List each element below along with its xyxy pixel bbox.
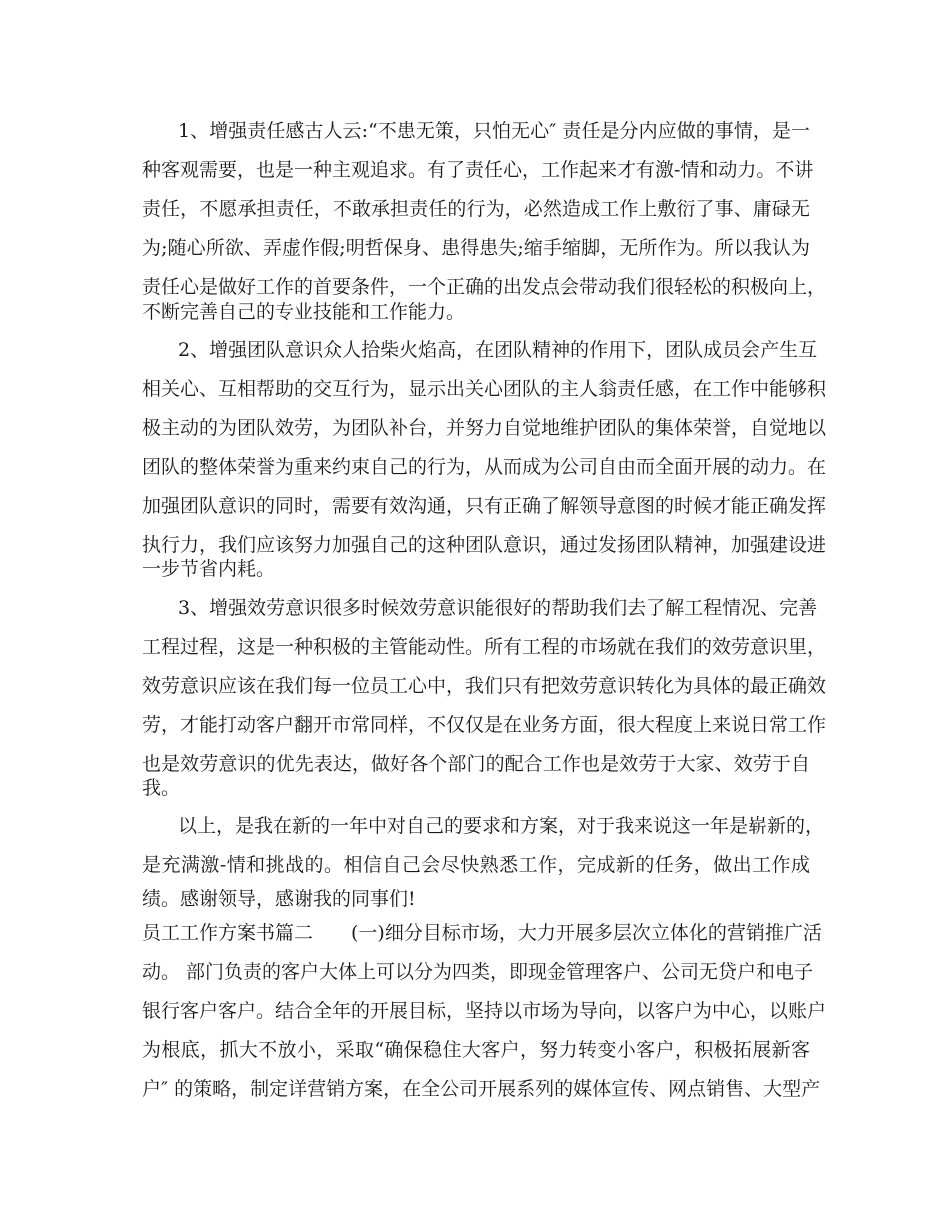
paragraph-5-line-2: 动。 部门负责的客户大体上可以分为四类，即现金管理客户、公司无贷户和电子 bbox=[142, 961, 814, 983]
paragraph-2-line-3: 极主动的为团队效劳，为团队补台，并努力自觉地维护团队的集体荣誉，自觉地以 bbox=[142, 417, 827, 439]
paragraph-1-line-1: 1、增强责任感古人云:“不患无策，只怕无心″ 责任是分内应做的事情，是一 bbox=[178, 120, 810, 142]
paragraph-2-line-7: 一步节省内耗。 bbox=[142, 558, 276, 580]
paragraph-3-line-6: 我。 bbox=[142, 777, 181, 799]
paragraph-4-line-2: 是充满激-情和挑战的。相信自己会尽快熟悉工作，完成新的任务，做出工作成 bbox=[142, 854, 810, 876]
paragraph-2-line-1: 2、增强团队意识众人拾柴火焰高，在团队精神的作用下，团队成员会产生互 bbox=[178, 339, 818, 361]
paragraph-3-line-1: 3、增强效劳意识很多时候效劳意识能很好的帮助我们去了解工程情况、完善 bbox=[178, 597, 818, 619]
paragraph-4-line-1: 以上，是我在新的一年中对自己的要求和方案，对于我来说这一年是崭新的， bbox=[178, 815, 825, 837]
paragraph-5-line-4: 为根底，抓大不放小，采取“确保稳住大客户，努力转变小客户，积极拓展新客 bbox=[142, 1039, 810, 1061]
paragraph-2-line-6: 执行力，我们应该努力加强自己的这种团队意识，通过发扬团队精神，加强建设进 bbox=[142, 534, 827, 556]
paragraph-3-line-4: 劳，才能打动客户翻开市常同样，不仅仅是在业务方面，很大程度上来说日常工作 bbox=[142, 714, 827, 736]
paragraph-5-line-1: 员工工作方案书篇二 (一)细分目标市场，大力开展多层次立体化的营销推广活 bbox=[142, 922, 822, 944]
paragraph-5-line-5: 户″ 的策略，制定详营销方案，在全公司开展系列的媒体宣传、网点销售、大型产 bbox=[142, 1078, 821, 1100]
paragraph-2-line-2: 相关心、互相帮助的交互行为，显示出关心团队的主人翁责任感，在工作中能够积 bbox=[142, 378, 827, 400]
paragraph-4-line-3: 绩。感谢领导，感谢我的同事们! bbox=[142, 888, 416, 910]
paragraph-1-line-6: 不断完善自己的专业技能和工作能力。 bbox=[142, 301, 466, 323]
paragraph-3-line-3: 效劳意识应该在我们每一位员工心中，我们只有把效劳意识转化为具体的最正确效 bbox=[142, 675, 827, 697]
paragraph-1-line-4: 为;随心所欲、弄虚作假;明哲保身、患得患失;缩手缩脚，无所作为。所以我认为 bbox=[142, 237, 810, 259]
paragraph-1-line-3: 责任，不愿承担责任，不敢承担责任的行为，必然造成工作上敷衍了事、庸碌无 bbox=[142, 198, 810, 220]
paragraph-2-line-5: 加强团队意识的同时，需要有效沟通，只有正确了解领导意图的时候才能正确发挥 bbox=[142, 495, 827, 517]
paragraph-1-line-5: 责任心是做好工作的首要条件，一个正确的出发点会带动我们很轻松的积极向上， bbox=[142, 276, 827, 298]
paragraph-2-line-4: 团队的整体荣誉为重来约束自己的行为，从而成为公司自由而全面开展的动力。在 bbox=[142, 456, 827, 478]
paragraph-1-line-2: 种客观需要，也是一种主观追求。有了责任心，工作起来才有激-情和动力。不讲 bbox=[142, 159, 814, 181]
paragraph-5-line-3: 银行客户客户。结合全年的开展目标，坚持以市场为导向，以客户为中心，以账户 bbox=[142, 1000, 827, 1022]
paragraph-3-line-2: 工程过程，这是一种积极的主管能动性。所有工程的市场就在我们的效劳意识里， bbox=[142, 636, 827, 658]
paragraph-3-line-5: 也是效劳意识的优先表达，做好各个部门的配合工作也是效劳于大家、效劳于自 bbox=[142, 753, 810, 775]
